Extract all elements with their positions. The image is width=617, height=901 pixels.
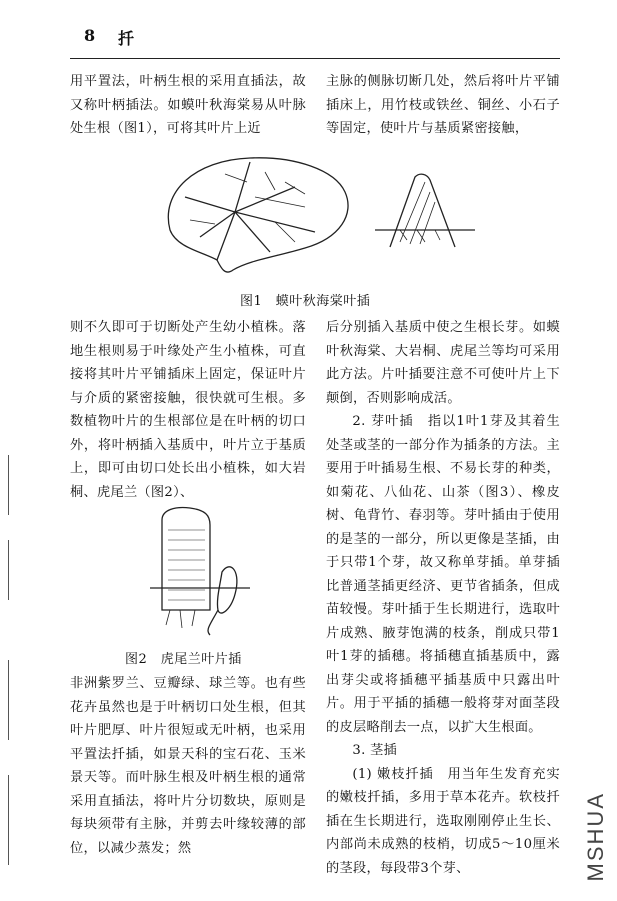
- snake-plant-drawing: [150, 508, 250, 636]
- left-bottom-column: [70, 672, 306, 860]
- figure1-caption: 图1 蟆叶秋海棠叶插: [240, 294, 371, 309]
- binding-mark: [8, 775, 9, 865]
- binding-mark: [8, 540, 9, 600]
- binding-mark: [8, 660, 9, 740]
- page-number: 8: [84, 26, 96, 45]
- binding-mark: [8, 455, 9, 515]
- right-paragraph-1: 后分别插入基质中使之生根长芽。如蟆叶秋海棠、大岩桐、虎尾兰等均可采用此方法。片叶插要注意不可使叶片上下颠倒，否则影响成活。: [326, 320, 560, 406]
- page-header-title: 扦: [118, 29, 135, 48]
- figure1-illustration: [155, 152, 485, 277]
- top-left-column: [70, 70, 306, 141]
- leaf-cutting-in-soil-drawing: [375, 174, 475, 247]
- left-bottom-paragraph: 非洲紫罗兰、豆瓣绿、球兰等。也有些花卉虽然也是于叶柄切口处生根，但其叶片肥厚、叶片很短或无叶柄，也采用平置法扦插，如景天科的宝石花、玉米景天等。而叶脉生根及叶柄生根的通常采用直插法，将叶片分切数块，原则是每块须带有主脉，并剪去叶缘较薄的部位，以减少蒸发；然: [70, 676, 306, 856]
- left-middle-paragraph: 则不久即可于切断处产生幼小植株。落地生根则易于叶缘处产生小植株，可直接将其叶片平铺插床上固定，保证叶片与介质的紧密接触，很快就可生根。多数植物叶片的生根部位是在叶柄的切口外，将叶柄插入基质中，叶片立于基质上，即可由切口处长出小植株，如大岩桐、虎尾兰（图2）、: [70, 320, 306, 500]
- right-column: [326, 316, 560, 880]
- left-middle-column: [70, 316, 306, 504]
- figure2-caption: 图2 虎尾兰叶片插: [125, 652, 242, 667]
- top-left-paragraph: 用平置法，叶柄生根的采用直插法，故又称叶柄插法。如蟆叶秋海棠易从叶脉处生根（图1），可将其叶片上近: [70, 74, 306, 136]
- right-heading-3: 3. 茎插: [352, 743, 398, 758]
- watermark: MSHUA: [583, 791, 608, 881]
- right-paragraph-3: (1) 嫩枝扦插 用当年生发育充实的嫩枝扦插，多用于草本花卉。软枝扦插在生长期进行，选取刚刚停止生长、内部尚未成熟的枝梢，切成5～10厘米的茎段，每段带3个芽、: [326, 766, 560, 876]
- right-paragraph-2: 2. 芽叶插 指以1叶1芽及其着生处茎或茎的一部分作为插条的方法。主要用于叶插易生根、不易长芽的种类，如菊花、八仙花、山茶（图3）、橡皮树、龟背竹、春羽等。芽叶插由于使用的是茎的一部分，所以更像是茎插，由于只带1个芽，故又称单芽插。单芽插比普通茎插更经济、更节省插条，但成苗较慢。芽叶插于生长期进行，选取叶片成熟、腋芽饱满的枝条，削成只带1叶1芽的插穗。将插穗直插基质中，露出芽尖或将插穗平插基质中只露出叶片。用于平插的插穗一般将芽对面茎段的皮层略削去一点，以扩大生根面。: [326, 414, 560, 735]
- top-right-paragraph: 主脉的侧脉切断几处，然后将叶片平铺插床上，用竹枝或铁丝、铜丝、小石子等固定，使叶片与基质紧密接触，: [326, 74, 560, 136]
- figure2-illustration: [150, 500, 250, 640]
- page-header: [70, 14, 570, 54]
- header-rule: [70, 58, 560, 59]
- top-right-column: [326, 70, 560, 141]
- begonia-leaf-drawing: [168, 158, 348, 272]
